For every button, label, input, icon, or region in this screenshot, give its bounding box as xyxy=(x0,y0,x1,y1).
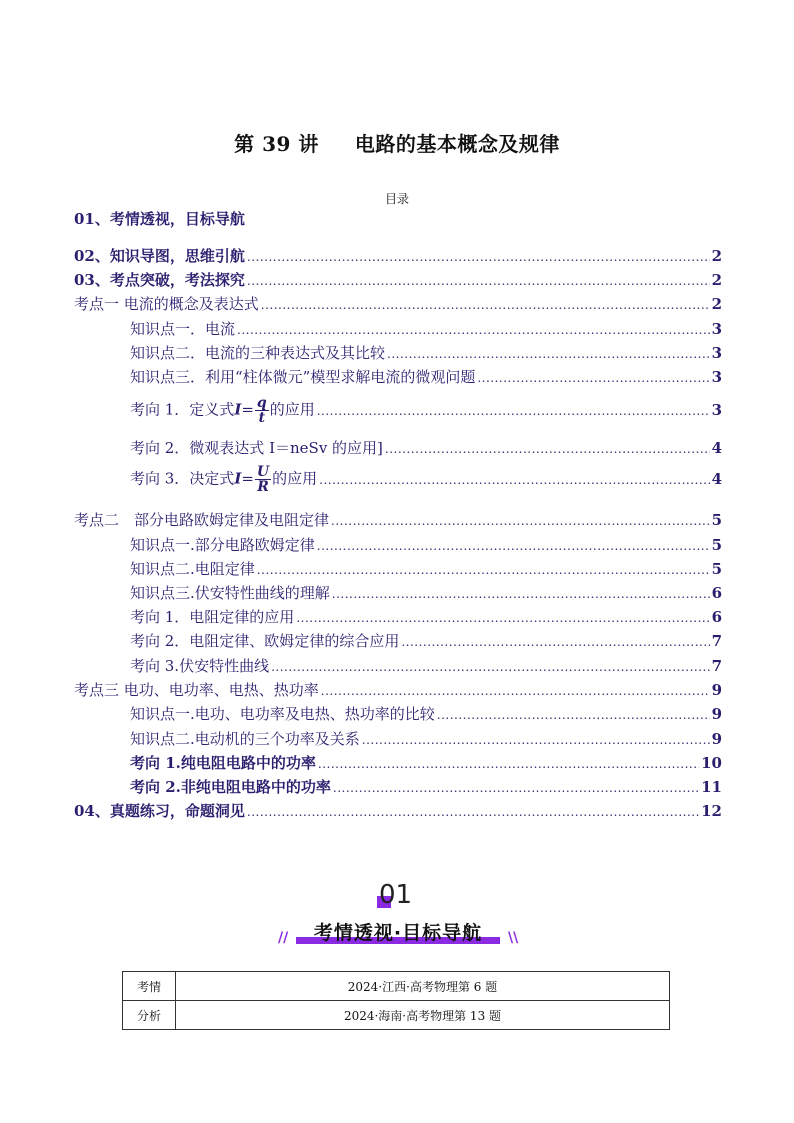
toc-entry-text: 考向 2．微观表达式 I＝neSv 的应用] xyxy=(130,439,383,457)
table-label-cell: 考情 xyxy=(123,972,176,1001)
toc-entry-text: 知识点二.电动机的三个功率及关系 xyxy=(130,730,360,748)
toc-page-number: 2 xyxy=(711,247,722,265)
leader-dots xyxy=(247,805,699,819)
toc-page-number: 2 xyxy=(711,295,722,313)
fraction-numerator: U xyxy=(256,464,270,480)
toc-page-number: 6 xyxy=(711,608,722,626)
leader-dots xyxy=(332,587,710,601)
toc-page-number: 6 xyxy=(711,584,722,602)
banner-title: 考情透视·目标导航 xyxy=(313,922,483,944)
fraction-denominator: t xyxy=(258,410,266,426)
fraction-q-over-t xyxy=(255,396,269,425)
leader-dots xyxy=(387,347,710,361)
section-number-text: 01 xyxy=(379,880,413,910)
leader-dots xyxy=(477,371,709,385)
fraction-denominator: R xyxy=(257,479,269,495)
toc-entry-text: 02、知识导图，思维引航 xyxy=(74,247,245,265)
toc-entry-text xyxy=(130,396,315,425)
toc-entry-text: 知识点一.部分电路欧姆定律 xyxy=(130,536,315,554)
toc-entry[interactable] xyxy=(130,437,722,458)
toc-entry-text: 考向 1．电阻定律的应用 xyxy=(130,608,295,626)
leader-dots xyxy=(271,660,709,674)
toc-page-number: 12 xyxy=(701,802,722,820)
toc-page-number: 3 xyxy=(711,368,722,386)
leader-dots xyxy=(319,473,709,487)
toc-entry[interactable] xyxy=(130,655,722,676)
toc-entry[interactable] xyxy=(130,630,722,651)
fraction-u-over-r xyxy=(255,465,271,494)
toc-entry-text: 01、考情透视，目标导航 xyxy=(74,210,245,228)
toc-entry-text: 知识点一．电流 xyxy=(130,320,236,338)
toc-page-number: 9 xyxy=(711,681,722,699)
leader-dots xyxy=(321,684,710,698)
toc-entry[interactable] xyxy=(74,679,722,700)
leader-dots xyxy=(247,250,710,264)
toc-entry[interactable] xyxy=(130,752,722,773)
title-prefix: 第 39 讲 xyxy=(234,132,319,156)
toc-page-number: 2 xyxy=(711,271,722,289)
toc-entry-text: 考点三 电功、电功率、电热、热功率 xyxy=(74,681,319,699)
toc-entry-text: 04、真题练习，命题洞见 xyxy=(74,802,245,820)
toc-entry[interactable] xyxy=(74,208,374,229)
toc-entry-suffix: 的应用 xyxy=(272,469,318,488)
toc-entry-suffix: 的应用 xyxy=(269,400,315,419)
leader-dots xyxy=(362,733,710,747)
toc-page-number: 10 xyxy=(701,754,722,772)
toc-entry[interactable] xyxy=(130,366,722,387)
section-number xyxy=(379,880,412,910)
toc-entry-text: 考向 2．电阻定律、欧姆定律的综合应用 xyxy=(130,632,400,650)
toc-entry-prefix: 考向 3．决定式 xyxy=(130,469,235,488)
leader-dots xyxy=(257,563,710,577)
toc-entry[interactable] xyxy=(130,558,722,579)
toc-entry-text: 考点二 部分电路欧姆定律及电阻定律 xyxy=(74,511,330,529)
leader-dots xyxy=(401,635,709,649)
section-banner xyxy=(292,918,504,944)
toc-page-number: 11 xyxy=(701,778,722,796)
toc-page-number: 3 xyxy=(711,320,722,338)
toc-page-number: 3 xyxy=(711,400,722,419)
toc-entry-text: 知识点三.伏安特性曲线的理解 xyxy=(130,584,330,602)
table-cell: 2024·海南·高考物理第 13 题 xyxy=(176,1001,670,1030)
toc-page-number: 7 xyxy=(711,657,722,675)
toc-entry-text: 考点一 电流的概念及表达式 xyxy=(74,295,259,313)
leader-dots xyxy=(261,298,710,312)
table-label-cell: 分析 xyxy=(123,1001,176,1030)
toc-entry[interactable] xyxy=(130,342,722,363)
page-title xyxy=(0,128,794,157)
toc-entry[interactable] xyxy=(74,293,722,314)
toc-entry[interactable] xyxy=(130,582,722,603)
toc-entry[interactable] xyxy=(74,509,722,530)
toc-page-number: 3 xyxy=(711,344,722,362)
formula-equals: = xyxy=(241,400,254,419)
exam-analysis-table xyxy=(122,971,670,1030)
toc-entry[interactable] xyxy=(130,318,722,339)
table-cell: 2024·江西·高考物理第 6 题 xyxy=(176,972,670,1001)
table-row xyxy=(123,1001,670,1030)
leader-dots xyxy=(437,708,710,722)
formula-equals: = xyxy=(241,469,254,488)
leader-dots xyxy=(317,539,710,553)
toc-entry[interactable] xyxy=(130,776,722,797)
toc-entry[interactable] xyxy=(130,703,722,724)
toc-page-number: 7 xyxy=(711,632,722,650)
toc-page-number: 9 xyxy=(711,705,722,723)
leader-dots xyxy=(318,757,699,771)
toc-entry-text: 考向 3.伏安特性曲线 xyxy=(130,657,270,675)
toc-entry[interactable] xyxy=(130,396,722,425)
section-header xyxy=(0,880,794,950)
toc-page-number: 9 xyxy=(711,730,722,748)
toc-page-number: 5 xyxy=(711,511,722,529)
leader-dots xyxy=(296,611,709,625)
toc-entry[interactable] xyxy=(130,728,722,749)
toc-entry[interactable] xyxy=(74,800,722,821)
toc-label: 目录 xyxy=(384,192,409,206)
toc-entry-text: 考向 2.非纯电阻电路中的功率 xyxy=(130,778,331,796)
toc-entry-text: 知识点一.电功、电功率及电热、热功率的比较 xyxy=(130,705,435,723)
leader-dots xyxy=(237,323,710,337)
toc-entry-text: 考向 1.纯电阻电路中的功率 xyxy=(130,754,316,772)
leader-dots xyxy=(331,514,710,528)
fraction-numerator: q xyxy=(256,395,267,411)
toc-entry[interactable] xyxy=(74,269,722,290)
formula-lhs: I xyxy=(234,469,242,488)
toc-entry[interactable] xyxy=(130,534,722,555)
banner-slash-left: // xyxy=(278,930,289,946)
table-row xyxy=(123,972,670,1001)
toc-entry-text: 知识点二.电阻定律 xyxy=(130,560,255,578)
toc-page-number: 4 xyxy=(711,469,722,488)
title-main: 电路的基本概念及规律 xyxy=(354,132,560,156)
banner-slash-right: \\ xyxy=(508,930,519,946)
leader-dots xyxy=(333,781,699,795)
toc-entry-text: 知识点二．电流的三种表达式及其比较 xyxy=(130,344,386,362)
toc-entry[interactable] xyxy=(130,606,722,627)
leader-dots xyxy=(385,442,710,456)
leader-dots xyxy=(317,404,710,418)
formula-lhs: I xyxy=(234,400,242,419)
toc-entry-prefix: 考向 1．定义式 xyxy=(130,400,235,419)
toc-page-number: 5 xyxy=(711,560,722,578)
toc-entry-text xyxy=(130,465,317,494)
toc-page-number: 4 xyxy=(711,439,722,457)
toc-page-number: 5 xyxy=(711,536,722,554)
leader-dots xyxy=(247,274,710,288)
toc-entry-text: 知识点三．利用“柱体微元”模型求解电流的微观问题 xyxy=(130,368,476,386)
toc-entry[interactable] xyxy=(130,465,722,494)
toc-entry[interactable] xyxy=(74,245,722,266)
toc-entry-text: 03、考点突破，考法探究 xyxy=(74,271,245,289)
